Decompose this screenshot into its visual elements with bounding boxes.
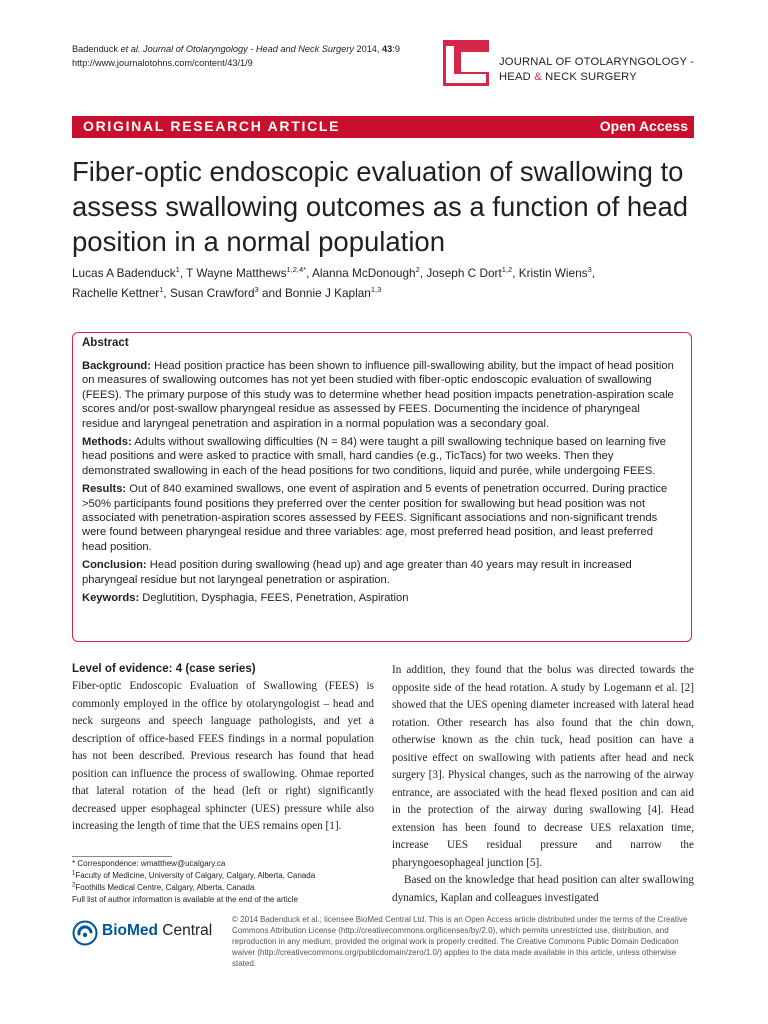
abstract-methods xyxy=(82,435,677,478)
article-type-banner xyxy=(72,116,694,138)
body-paragraph: In addition, they found that the bolus was directed towards the opposite side of the head rotation. A study by Logemann et al. [2] showed that the UES opening diameter increased with lateral head rotation. Other research has also found that the chin down, otherwise known as the chin tuck, head position can have a positive effect on swallowing with patients after head and neck surgery [3]. Physical changes, such as the narrowing of the airway entrance, are associated with the head flexed position and can aid in the protection of the airway during swallowing [4]. Head extension has been found to decrease UES relaxation time, increase UES residual pressure and narrow the pharyngoesophageal junction [5]. xyxy=(392,664,694,869)
author-line-1 xyxy=(72,263,702,283)
citation-authors: Badenduck xyxy=(72,44,121,54)
biomed-central-icon xyxy=(72,920,98,946)
citation-issue: :9 xyxy=(392,44,400,54)
author-affiliation: 2 xyxy=(415,265,420,275)
journal-name-head: HEAD xyxy=(499,71,535,83)
author-name: and Bonnie J Kaplan xyxy=(258,286,371,300)
body-column-right xyxy=(392,662,694,907)
open-access-label: Open Access xyxy=(599,118,688,134)
footnotes xyxy=(72,858,315,906)
citation-journal: et al. Journal of Otolaryngology - Head and Neck Surgery xyxy=(120,44,354,54)
affiliation-number: 2 xyxy=(72,882,76,889)
author-name: Rachelle Kettner xyxy=(72,286,160,300)
journal-name-line2 xyxy=(499,70,694,85)
affiliation-text: Faculty of Medicine, University of Calgary, Calgary, Alberta, Canada xyxy=(75,871,316,880)
author-separator: , xyxy=(591,266,596,280)
central-wordmark: Central xyxy=(157,922,213,939)
author-name: , Susan Crawford xyxy=(163,286,255,300)
journal-logo xyxy=(443,40,713,90)
body-column-left xyxy=(72,662,374,836)
license-statement: © 2014 Badenduck et al.; licensee BioMed Central Ltd. This is an Open Access article distributed under the terms of the Creative Commons Attribution License (http://creativecommons.org/licenses/by/2.0), which permits unrestricted use, distribution, and reproduction in any medium, provided the original work is properly credited. The Creative Commons Public Domain Dedication waiver (http://creativecommons.org/publicdomain/zero/1.0/) applies to the data made available in this article, unless otherwise stated. xyxy=(232,915,688,969)
author-affiliation: 1 xyxy=(159,285,164,295)
author-name: Lucas A Badenduck xyxy=(72,266,176,280)
author-info-note: Full list of author information is available at the end of the article xyxy=(72,895,298,904)
article-type-label: ORIGINAL RESEARCH ARTICLE xyxy=(83,118,341,134)
affiliation-note xyxy=(72,882,315,894)
article-url[interactable]: http://www.journalotohns.com/content/43/1/9 xyxy=(72,58,253,68)
abstract-conclusion-text: Head position during swallowing (head up) and age greater than 40 years may result in increased pharyngeal residue but not laryngeal penetration or aspiration. xyxy=(82,559,632,586)
biomed-central-wordmark xyxy=(102,922,212,940)
citation-block xyxy=(72,42,400,70)
body-paragraph: Based on the knowledge that head position can alter swallowing dynamics, Kaplan and colleagues investigated xyxy=(392,874,694,904)
citation-volume: 43 xyxy=(382,44,393,54)
author-name: , Joseph C Dort xyxy=(419,266,502,280)
affiliation-note xyxy=(72,870,315,882)
article-title: Fiber-optic endoscopic evaluation of swallowing to assess swallowing outcomes as a function of head position in a normal population xyxy=(72,156,689,257)
biomed-central-logo xyxy=(72,918,232,948)
citation-year: 2014, xyxy=(353,44,383,54)
author-affiliation: 1 xyxy=(175,265,180,275)
correspondence-note: * Correspondence: wmatthew@ucalgary.ca xyxy=(72,859,226,868)
author-line-2 xyxy=(72,283,702,303)
level-of-evidence-heading: Level of evidence: 4 (case series) xyxy=(72,662,256,675)
abstract-background-label: Background: xyxy=(82,360,151,372)
journal-name-line1: JOURNAL OF OTOLARYNGOLOGY - xyxy=(499,56,695,68)
abstract-results-text: Out of 840 examined swallows, one event of aspiration and 5 events of penetration occurred. During practice >50% participants found positions they preferred over the center position for swallowing but head position was not associated with penetration-aspiration scores assessed by FEES. Significant associations and non-significant trends were found between pharyngeal residue and three variables: age, most preferred head position, and least preferred head position. xyxy=(82,483,668,553)
abstract-keywords-text: Deglutition, Dysphagia, FEES, Penetration, Aspiration xyxy=(139,592,409,605)
abstract-results xyxy=(82,482,677,554)
author-affiliation: 1,3 xyxy=(370,285,382,295)
author-affiliation: 3 xyxy=(587,265,592,275)
abstract-heading: Abstract xyxy=(82,337,129,349)
author-affiliation: 1,2 xyxy=(501,265,513,275)
abstract-methods-label: Methods: xyxy=(82,436,132,449)
abstract-results-label: Results: xyxy=(82,483,127,496)
footnote-divider xyxy=(72,856,172,857)
abstract-keywords xyxy=(82,591,677,605)
author-name: , Kristin Wiens xyxy=(512,266,588,280)
citation-line xyxy=(72,42,400,56)
journal-name-ampersand: & xyxy=(534,71,542,83)
author-affiliation: 3 xyxy=(254,285,259,295)
abstract-background-text: Head position practice has been shown to influence pill-swallowing ability, but the impact of head position on measures of swallowing outcomes has not yet been studied with fiber-optic endoscopic evaluation of swallowing (FEES). The primary purpose of this study was to determine whether head position impacts penetration-aspiration scale scores and/or post-swallow pharyngeal residue as assessed by FEES. Documenting the incidence of pharyngeal residue and laryngeal penetration and aspiration in a normal population was a secondary goal. xyxy=(82,360,674,430)
abstract-conclusion xyxy=(82,558,677,587)
author-list xyxy=(72,263,702,303)
abstract-conclusion-label: Conclusion: xyxy=(82,559,147,572)
author-affiliation: 1,2,4* xyxy=(286,265,307,275)
author-name: , Alanna McDonough xyxy=(306,266,416,280)
biomed-wordmark: BioMed xyxy=(102,922,158,939)
body-paragraph: Fiber-optic Endoscopic Evaluation of Swallowing (FEES) is commonly employed in the office by otolaryngologist – head and neck surgeons and speech language pathologists, and yet a description of office-based FEES findings in a normal population has not been described. Previous research has found that head position can influence the process of swallowing. Ohmae reported that lateral rotation of the head (left or right) significantly decreased upper esophageal sphincter (UES) pressure while also increasing the length of time that the UES remains open [1]. xyxy=(72,680,374,832)
author-name: , T Wayne Matthews xyxy=(179,266,287,280)
journal-name-neck: NECK SURGERY xyxy=(541,71,637,83)
affiliation-number: 1 xyxy=(72,870,76,877)
abstract-box xyxy=(72,332,692,642)
journal-name xyxy=(499,55,694,85)
affiliation-text: Foothills Medical Centre, Calgary, Alberta, Canada xyxy=(75,883,255,892)
journal-logo-icon xyxy=(443,40,495,88)
abstract-body xyxy=(82,359,677,610)
abstract-keywords-label: Keywords: xyxy=(82,592,140,605)
abstract-methods-text: Adults without swallowing difficulties (N = 84) were taught a pill swallowing technique based on learning five head positions and were asked to practice with small, hard candies (e.g., TicTacs) for two weeks. Then they demonstrated swallowing in each of the head positions for two conditions, liquid and purée, while undergoing FEES. xyxy=(82,436,667,477)
abstract-background xyxy=(82,359,677,431)
